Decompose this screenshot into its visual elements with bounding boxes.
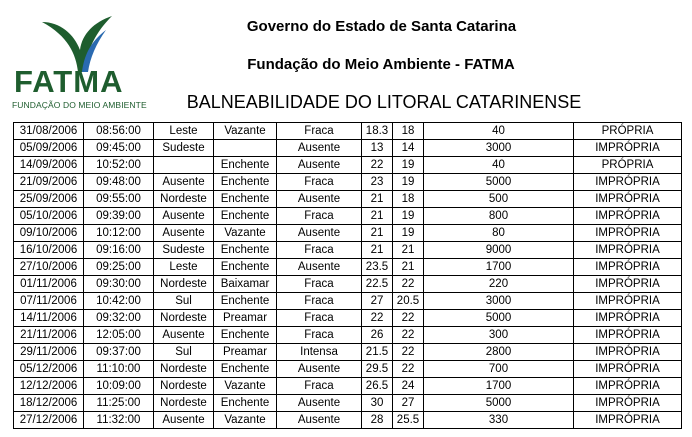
date-cell: 01/11/2006 xyxy=(14,276,84,293)
tide-cell: Vazante xyxy=(214,123,277,140)
date-cell: 29/11/2006 xyxy=(14,344,84,361)
table-row xyxy=(14,225,682,242)
table-row xyxy=(14,208,682,225)
coliform-cell: 220 xyxy=(424,276,574,293)
tide-cell: Enchente xyxy=(214,191,277,208)
water-temp-cell: 25.5 xyxy=(393,412,424,429)
tide-cell: Enchente xyxy=(214,327,277,344)
wind-cell: Ausente xyxy=(154,225,214,242)
status-cell: PRÓPRIA xyxy=(574,123,682,140)
table-row xyxy=(14,174,682,191)
rain-cell: Ausente xyxy=(277,412,362,429)
coliform-cell: 3000 xyxy=(424,140,574,157)
status-cell: IMPRÓPRIA xyxy=(574,378,682,395)
tide-cell: Vazante xyxy=(214,412,277,429)
tide-cell: Enchente xyxy=(214,395,277,412)
coliform-cell: 5000 xyxy=(424,395,574,412)
date-cell: 27/10/2006 xyxy=(14,259,84,276)
air-temp-cell: 26 xyxy=(362,327,393,344)
balneability-table xyxy=(13,122,682,429)
water-temp-cell: 18 xyxy=(393,191,424,208)
time-cell: 10:52:00 xyxy=(84,157,154,174)
wind-cell: Sul xyxy=(154,293,214,310)
tide-cell: Enchente xyxy=(214,157,277,174)
air-temp-cell: 26.5 xyxy=(362,378,393,395)
wind-cell: Sul xyxy=(154,344,214,361)
rain-cell: Fraca xyxy=(277,174,362,191)
tide-cell: Preamar xyxy=(214,344,277,361)
table-row xyxy=(14,123,682,140)
coliform-cell: 40 xyxy=(424,157,574,174)
water-temp-cell: 22 xyxy=(393,276,424,293)
rain-cell: Fraca xyxy=(277,276,362,293)
status-cell: IMPRÓPRIA xyxy=(574,208,682,225)
time-cell: 09:16:00 xyxy=(84,242,154,259)
air-temp-cell: 22 xyxy=(362,157,393,174)
rain-cell: Fraca xyxy=(277,123,362,140)
date-cell: 07/11/2006 xyxy=(14,293,84,310)
rain-cell: Fraca xyxy=(277,378,362,395)
wind-cell: Ausente xyxy=(154,327,214,344)
rain-cell: Ausente xyxy=(277,225,362,242)
time-cell: 10:42:00 xyxy=(84,293,154,310)
rain-cell: Ausente xyxy=(277,140,362,157)
water-temp-cell: 19 xyxy=(393,208,424,225)
tide-cell: Baixamar xyxy=(214,276,277,293)
coliform-cell: 40 xyxy=(424,123,574,140)
coliform-cell: 330 xyxy=(424,412,574,429)
time-cell: 09:45:00 xyxy=(84,140,154,157)
wind-cell: Leste xyxy=(154,123,214,140)
status-cell: IMPRÓPRIA xyxy=(574,191,682,208)
coliform-cell: 700 xyxy=(424,361,574,378)
table-row xyxy=(14,191,682,208)
tide-cell: Preamar xyxy=(214,310,277,327)
coliform-cell: 5000 xyxy=(424,174,574,191)
date-cell: 12/12/2006 xyxy=(14,378,84,395)
tide-cell xyxy=(214,140,277,157)
coliform-cell: 5000 xyxy=(424,310,574,327)
water-temp-cell: 24 xyxy=(393,378,424,395)
status-cell: IMPRÓPRIA xyxy=(574,225,682,242)
date-cell: 14/11/2006 xyxy=(14,310,84,327)
tide-cell: Enchente xyxy=(214,208,277,225)
air-temp-cell: 21 xyxy=(362,242,393,259)
status-cell: IMPRÓPRIA xyxy=(574,293,682,310)
water-temp-cell: 19 xyxy=(393,174,424,191)
rain-cell: Ausente xyxy=(277,157,362,174)
time-cell: 09:48:00 xyxy=(84,174,154,191)
status-cell: IMPRÓPRIA xyxy=(574,276,682,293)
rain-cell: Fraca xyxy=(277,310,362,327)
time-cell: 08:56:00 xyxy=(84,123,154,140)
wind-cell: Nordeste xyxy=(154,361,214,378)
table-row xyxy=(14,242,682,259)
time-cell: 09:37:00 xyxy=(84,344,154,361)
status-cell: IMPRÓPRIA xyxy=(574,412,682,429)
table-row xyxy=(14,293,682,310)
tide-cell: Vazante xyxy=(214,378,277,395)
document-title: BALNEABILIDADE DO LITORAL CATARINENSE xyxy=(186,92,582,112)
time-cell: 09:39:00 xyxy=(84,208,154,225)
time-cell: 09:32:00 xyxy=(84,310,154,327)
rain-cell: Fraca xyxy=(277,293,362,310)
rain-cell: Intensa xyxy=(277,344,362,361)
table-row xyxy=(14,412,682,429)
logo-wordmark: FATMA xyxy=(14,64,124,99)
table-row xyxy=(14,140,682,157)
wind-cell: Nordeste xyxy=(154,310,214,327)
water-temp-cell: 21 xyxy=(393,242,424,259)
air-temp-cell: 23 xyxy=(362,174,393,191)
water-temp-cell: 21 xyxy=(393,259,424,276)
time-cell: 09:25:00 xyxy=(84,259,154,276)
wind-cell: Ausente xyxy=(154,208,214,225)
status-cell: IMPRÓPRIA xyxy=(574,174,682,191)
table-row xyxy=(14,378,682,395)
status-cell: IMPRÓPRIA xyxy=(574,140,682,157)
status-cell: PRÓPRIA xyxy=(574,157,682,174)
time-cell: 09:55:00 xyxy=(84,191,154,208)
coliform-cell: 2800 xyxy=(424,344,574,361)
wind-cell xyxy=(154,157,214,174)
air-temp-cell: 29.5 xyxy=(362,361,393,378)
rain-cell: Ausente xyxy=(277,361,362,378)
fatma-logo xyxy=(8,14,147,114)
rain-cell: Ausente xyxy=(277,395,362,412)
time-cell: 12:05:00 xyxy=(84,327,154,344)
date-cell: 18/12/2006 xyxy=(14,395,84,412)
air-temp-cell: 22.5 xyxy=(362,276,393,293)
logo-subtitle: FUNDAÇÃO DO MEIO AMBIENTE xyxy=(12,100,147,110)
tide-cell: Vazante xyxy=(214,225,277,242)
wind-cell: Nordeste xyxy=(154,276,214,293)
air-temp-cell: 21 xyxy=(362,191,393,208)
tide-cell: Enchente xyxy=(214,361,277,378)
date-cell: 09/10/2006 xyxy=(14,225,84,242)
date-cell: 31/08/2006 xyxy=(14,123,84,140)
wind-cell: Sudeste xyxy=(154,140,214,157)
rain-cell: Ausente xyxy=(277,259,362,276)
time-cell: 11:25:00 xyxy=(84,395,154,412)
coliform-cell: 1700 xyxy=(424,378,574,395)
table-row xyxy=(14,310,682,327)
air-temp-cell: 23.5 xyxy=(362,259,393,276)
date-cell: 14/09/2006 xyxy=(14,157,84,174)
status-cell: IMPRÓPRIA xyxy=(574,259,682,276)
time-cell: 11:32:00 xyxy=(84,412,154,429)
water-temp-cell: 22 xyxy=(393,327,424,344)
wind-cell: Leste xyxy=(154,259,214,276)
wind-cell: Nordeste xyxy=(154,191,214,208)
date-cell: 27/12/2006 xyxy=(14,412,84,429)
water-temp-cell: 20.5 xyxy=(393,293,424,310)
water-temp-cell: 22 xyxy=(393,344,424,361)
status-cell: IMPRÓPRIA xyxy=(574,327,682,344)
date-cell: 05/12/2006 xyxy=(14,361,84,378)
table-row xyxy=(14,361,682,378)
water-temp-cell: 22 xyxy=(393,310,424,327)
government-title: Governo do Estado de Santa Catarina xyxy=(246,18,517,35)
water-temp-cell: 19 xyxy=(393,157,424,174)
coliform-cell: 500 xyxy=(424,191,574,208)
time-cell: 10:09:00 xyxy=(84,378,154,395)
wind-cell: Ausente xyxy=(154,174,214,191)
table-row xyxy=(14,327,682,344)
coliform-cell: 300 xyxy=(424,327,574,344)
wind-cell: Nordeste xyxy=(154,378,214,395)
tide-cell: Enchente xyxy=(214,174,277,191)
date-cell: 21/11/2006 xyxy=(14,327,84,344)
water-temp-cell: 22 xyxy=(393,361,424,378)
time-cell: 11:10:00 xyxy=(84,361,154,378)
wind-cell: Nordeste xyxy=(154,395,214,412)
table-row xyxy=(14,157,682,174)
tide-cell: Enchente xyxy=(214,293,277,310)
table-row xyxy=(14,344,682,361)
foundation-title: Fundação do Meio Ambiente - FATMA xyxy=(247,56,515,73)
coliform-cell: 80 xyxy=(424,225,574,242)
water-temp-cell: 14 xyxy=(393,140,424,157)
water-temp-cell: 27 xyxy=(393,395,424,412)
air-temp-cell: 22 xyxy=(362,310,393,327)
table-row xyxy=(14,259,682,276)
table-row xyxy=(14,276,682,293)
status-cell: IMPRÓPRIA xyxy=(574,395,682,412)
time-cell: 10:12:00 xyxy=(84,225,154,242)
date-cell: 16/10/2006 xyxy=(14,242,84,259)
date-cell: 05/10/2006 xyxy=(14,208,84,225)
wind-cell: Sudeste xyxy=(154,242,214,259)
rain-cell: Fraca xyxy=(277,208,362,225)
time-cell: 09:30:00 xyxy=(84,276,154,293)
rain-cell: Fraca xyxy=(277,242,362,259)
air-temp-cell: 21 xyxy=(362,208,393,225)
coliform-cell: 1700 xyxy=(424,259,574,276)
air-temp-cell: 21.5 xyxy=(362,344,393,361)
rain-cell: Ausente xyxy=(277,191,362,208)
air-temp-cell: 18.3 xyxy=(362,123,393,140)
air-temp-cell: 27 xyxy=(362,293,393,310)
air-temp-cell: 13 xyxy=(362,140,393,157)
tide-cell: Enchente xyxy=(214,259,277,276)
table-row xyxy=(14,395,682,412)
table-body xyxy=(14,123,682,429)
coliform-cell: 3000 xyxy=(424,293,574,310)
coliform-cell: 9000 xyxy=(424,242,574,259)
water-temp-cell: 18 xyxy=(393,123,424,140)
coliform-cell: 800 xyxy=(424,208,574,225)
status-cell: IMPRÓPRIA xyxy=(574,310,682,327)
date-cell: 25/09/2006 xyxy=(14,191,84,208)
status-cell: IMPRÓPRIA xyxy=(574,361,682,378)
rain-cell: Fraca xyxy=(277,327,362,344)
air-temp-cell: 30 xyxy=(362,395,393,412)
water-temp-cell: 19 xyxy=(393,225,424,242)
status-cell: IMPRÓPRIA xyxy=(574,344,682,361)
air-temp-cell: 28 xyxy=(362,412,393,429)
air-temp-cell: 21 xyxy=(362,225,393,242)
wind-cell: Ausente xyxy=(154,412,214,429)
date-cell: 05/09/2006 xyxy=(14,140,84,157)
status-cell: IMPRÓPRIA xyxy=(574,242,682,259)
date-cell: 21/09/2006 xyxy=(14,174,84,191)
tide-cell: Enchente xyxy=(214,242,277,259)
